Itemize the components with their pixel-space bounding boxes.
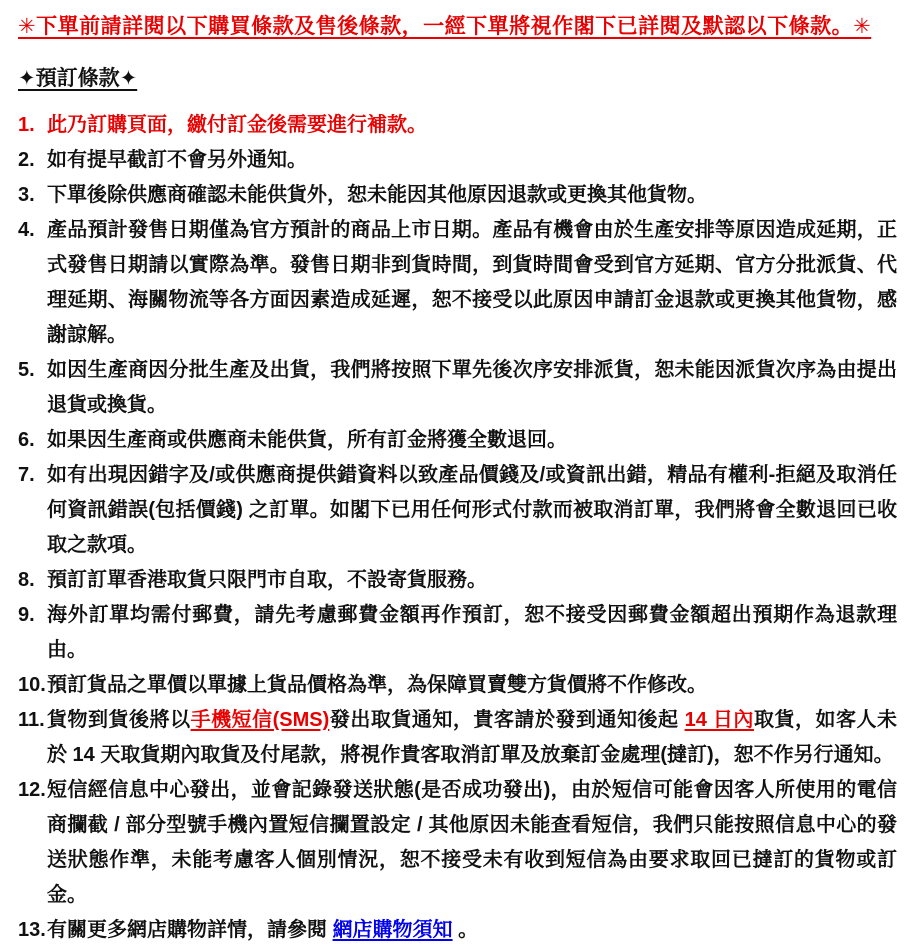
term-text: [47, 178, 897, 213]
pre-order-warning-banner: ✳下單前請詳閱以下購買條款及售後條款，一經下單將視作閣下已詳閱及默認以下條款。✳: [18, 15, 872, 38]
term-text-segment: 產品預計發售日期僅為官方預計的商品上市日期。產品有機會由於生產安排等原因造成延期，正式發售日期請以實際為準。發售日期非到貨時間，到貨時間會受到官方延期、官方分批派貨、代理延期、海關物流等各方面因素造成延遲，恕不接受以此原因申請訂金退款或更換其他貨物，感謝諒解。: [47, 219, 897, 346]
term-text: [47, 213, 897, 353]
term-item-11: [18, 703, 897, 773]
term-number: 3.: [18, 184, 35, 206]
term-item-3: [18, 178, 897, 213]
term-number: 8.: [18, 569, 35, 591]
term-text: [47, 773, 897, 913]
term-number: 13.: [18, 919, 46, 941]
term-text-segment: 預訂訂單香港取貨只限門市自取，不設寄貨服務。: [47, 569, 487, 591]
term-text: [47, 913, 897, 948]
term-text-segment: 海外訂單均需付郵費，請先考慮郵費金額再作預訂，恕不接受因郵費金額超出預期作為退款理由。: [47, 604, 897, 661]
term-text: [47, 598, 897, 668]
term-text: [47, 563, 897, 598]
term-text: [47, 353, 897, 423]
term-text-segment: 發出取貨通知，貴客請於發到通知後起: [329, 709, 685, 731]
term-number: 11.: [18, 709, 45, 731]
term-text-segment: 預訂貨品之單價以單據上貨品價格為準，為保障買賣雙方貨價將不作修改。: [47, 674, 707, 696]
term-item-10: [18, 668, 897, 703]
term-text: [47, 423, 897, 458]
term-number: 5.: [18, 359, 35, 381]
term-text: [47, 458, 897, 563]
term-item-13: [18, 913, 897, 948]
term-text: [47, 143, 897, 178]
term-text-segment: 如果因生產商或供應商未能供貨，所有訂金將獲全數退回。: [47, 429, 567, 451]
term-text: [47, 703, 897, 773]
term-text-segment: 貨物到貨後將以: [47, 709, 191, 731]
terms-list: [18, 108, 897, 948]
term-text-segment: 此乃訂購頁面，繳付訂金後需要進行補款。: [47, 114, 427, 136]
term-number: 12.: [18, 779, 46, 801]
term-text-segment: 下單後除供應商確認未能供貨外，恕未能因其他原因退款或更換其他貨物。: [47, 184, 707, 206]
term-text-segment: 取貨，如客人未於 14 天取貨期內取貨及付尾款，將視作貴客取消訂單及放棄訂金處理(撻訂)，恕不作另行通知。: [47, 709, 898, 766]
term-item-5: [18, 353, 897, 423]
term-item-7: [18, 458, 897, 563]
term-number: 1.: [18, 114, 35, 136]
term-number: 4.: [18, 219, 35, 241]
term-item-6: [18, 423, 897, 458]
term-number: 9.: [18, 604, 35, 626]
term-text: [47, 668, 897, 703]
term-number: 2.: [18, 149, 35, 171]
term-item-12: [18, 773, 897, 913]
term-text: [47, 108, 897, 143]
term-number: 7.: [18, 464, 35, 486]
highlight-sms-notice: 手機短信(SMS): [190, 709, 330, 731]
term-number: 6.: [18, 429, 35, 451]
term-text-segment: 如有出現因錯字及/或供應商提供錯資料以致產品價錢及/或資訊出錯，精品有權利-拒絕及取消任何資訊錯誤(包括價錢) 之訂單。如閣下已用任何形式付款而被取消訂單，我們將會全數退回已收取之款項。: [47, 464, 897, 556]
term-item-1: [18, 108, 897, 143]
term-text-segment: 如有提早截訂不會另外通知。: [47, 149, 307, 171]
term-item-4: [18, 213, 897, 353]
term-text-segment: 如因生產商因分批生產及出貨，我們將按照下單先後次序安排派貨，恕未能因派貨次序為由提出退貨或換貨。: [47, 359, 897, 416]
preorder-terms-heading: [18, 64, 897, 94]
term-text-segment: 。: [452, 919, 479, 941]
term-number: 10.: [18, 674, 46, 696]
term-text-segment: 有關更多網店購物詳情，請參閱: [47, 919, 333, 941]
preorder-terms-heading-text: ✦預訂條款✦: [18, 67, 138, 90]
term-item-9: [18, 598, 897, 668]
term-item-2: [18, 143, 897, 178]
term-item-8: [18, 563, 897, 598]
term-text-segment: 短信經信息中心發出，並會記錄發送狀態(是否成功發出)，由於短信可能會因客人所使用的電信商攔截 / 部分型號手機內置短信攔置設定 / 其他原因未能查看短信，我們只能按照信息中心的發送狀態作準，未能考慮客人個別情況，恕不接受未有收到短信為由要求取回已撻訂的貨物或訂金。: [47, 779, 897, 906]
shop-guide-link[interactable]: 網店購物須知: [332, 919, 453, 941]
highlight-14-days: 14 日內: [684, 709, 754, 731]
